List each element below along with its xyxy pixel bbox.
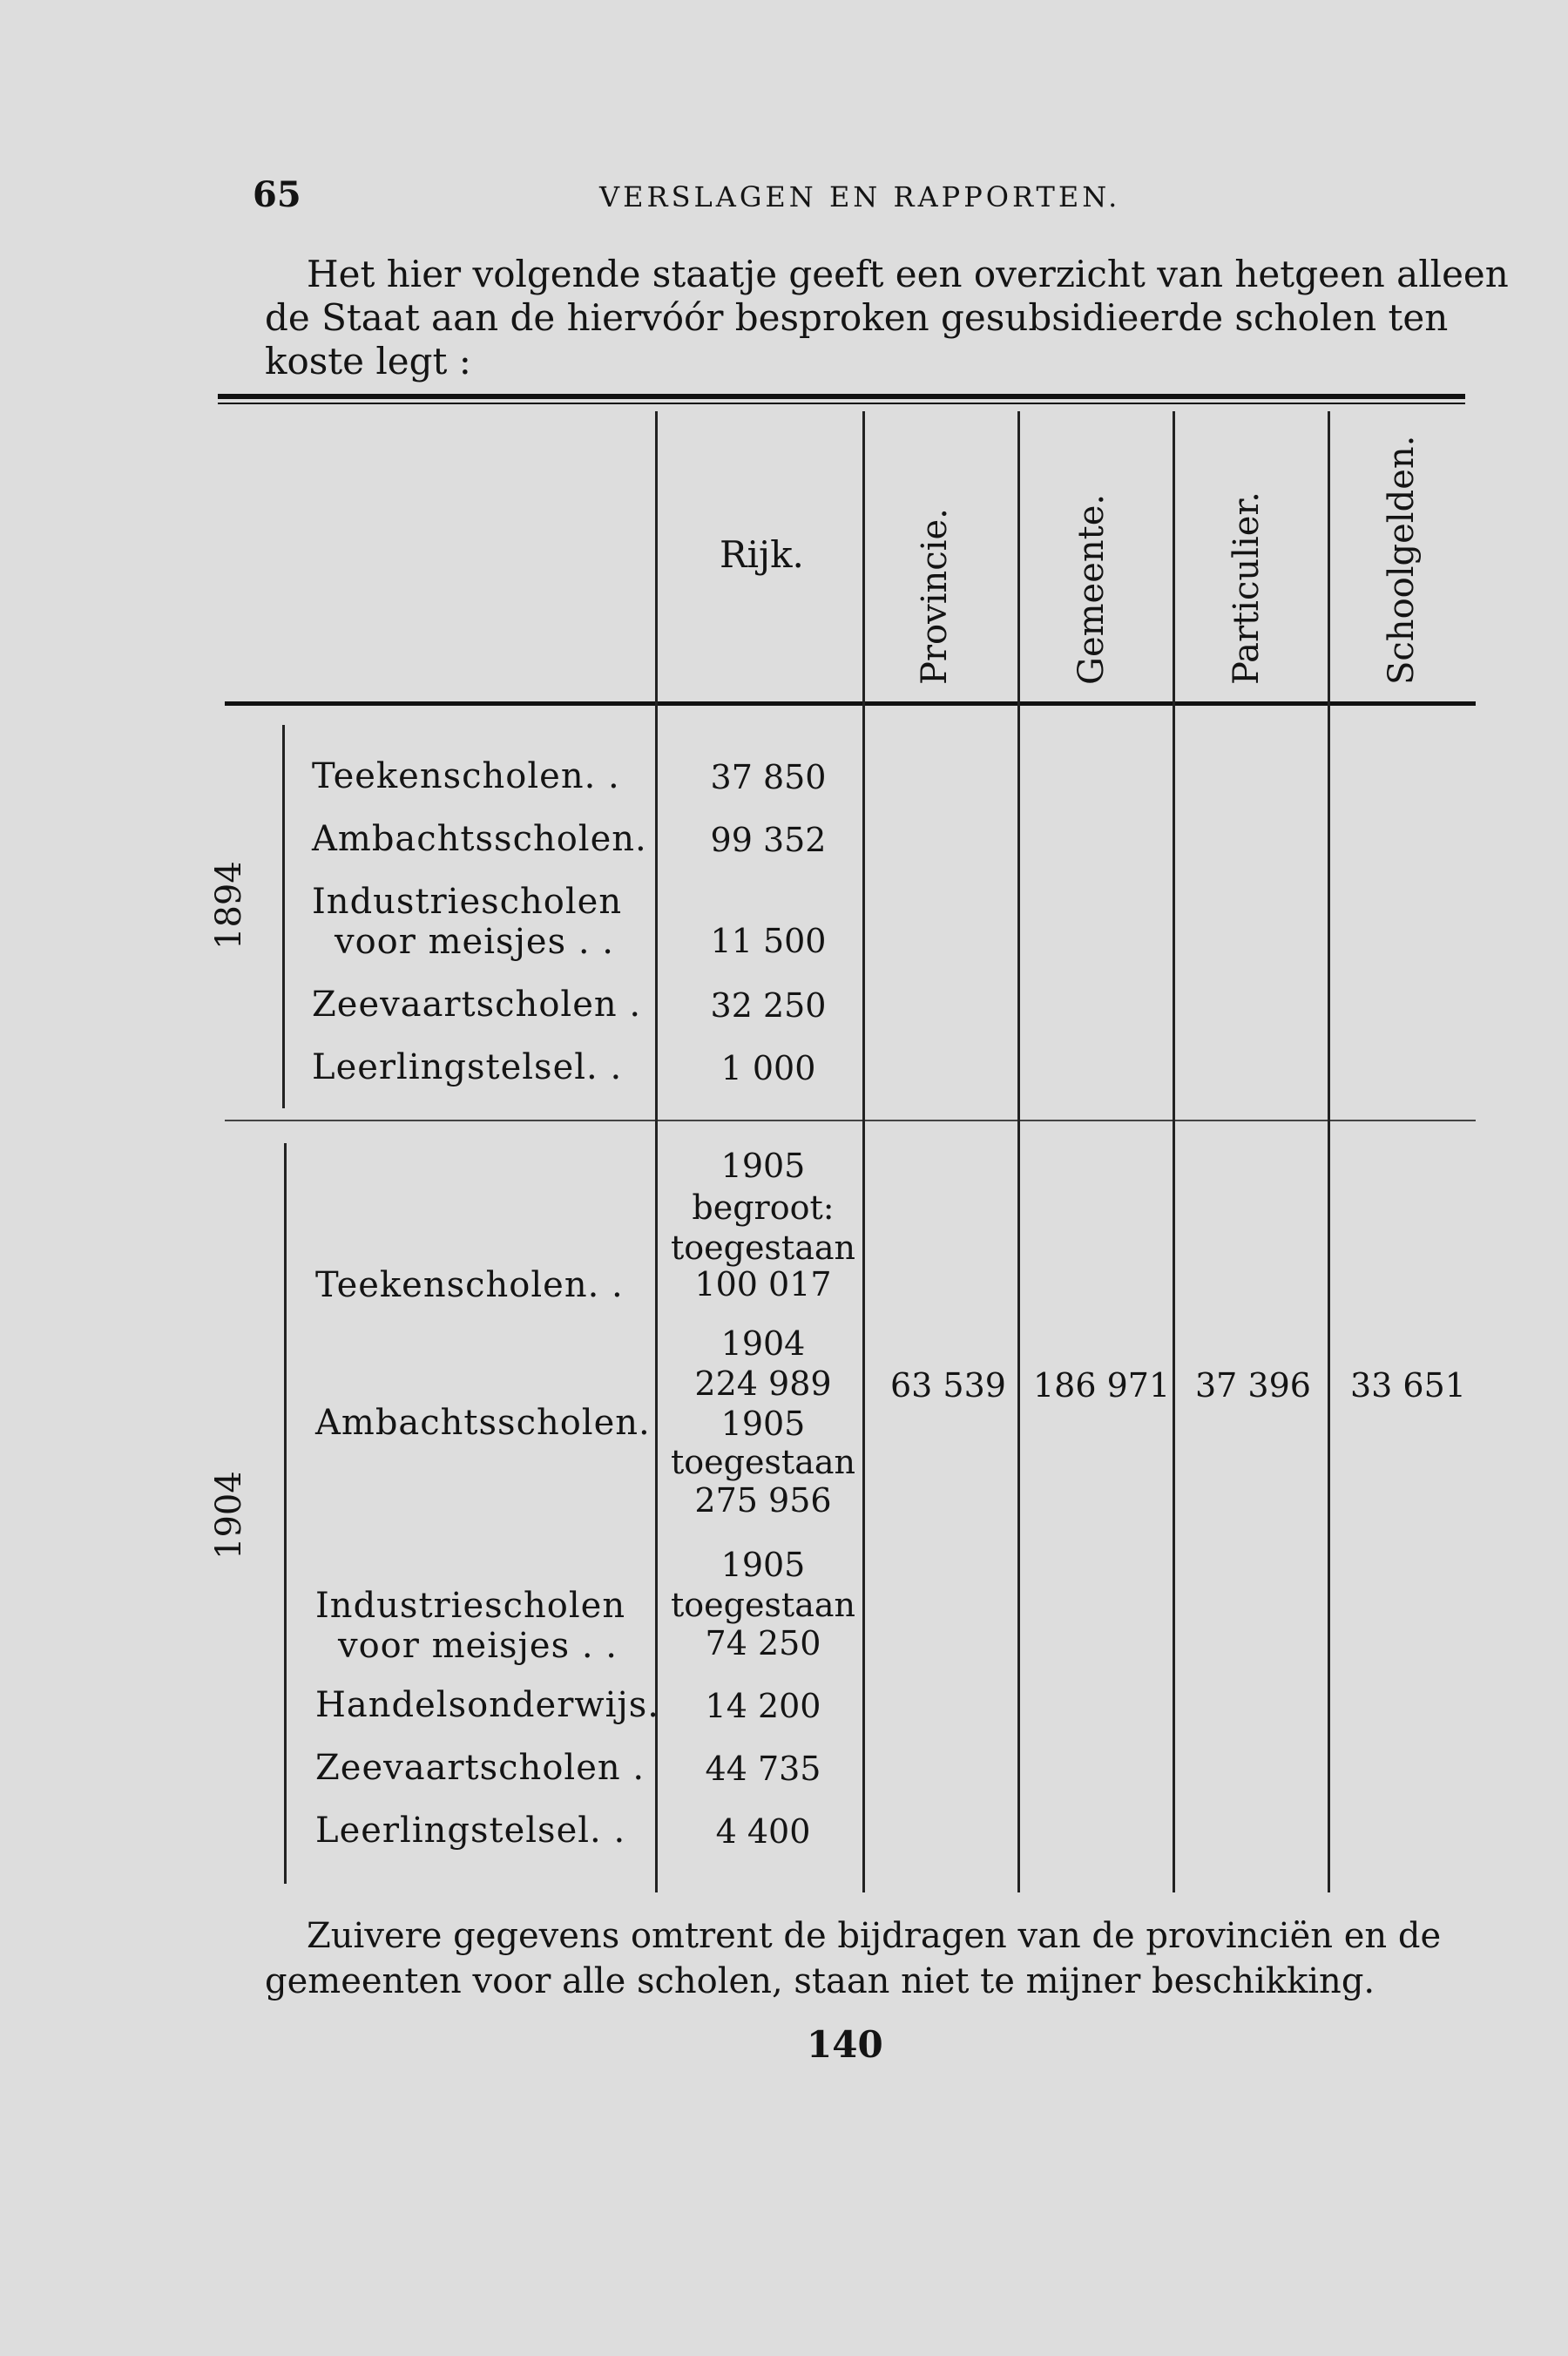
column-header-gemeente: Gemeente. (1071, 493, 1112, 685)
rijk-value: 11 500 (710, 922, 827, 960)
gemeente-total: 186 971 (1033, 1366, 1171, 1405)
row-label: voor meisjes . . (335, 922, 614, 962)
intro-line: koste legt : (265, 340, 471, 383)
column-header-schoolgelden: Schoolgelden. (1382, 435, 1422, 685)
year-label-1904: 1904 (209, 1471, 249, 1560)
rijk-value: 99 352 (710, 821, 827, 859)
year-brace-1894 (282, 725, 285, 1108)
intro-paragraph (265, 253, 1509, 383)
header-bottom-rule (225, 701, 1476, 706)
rijk-value: 1905 (720, 1546, 806, 1584)
running-title: VERSLAGEN EN RAPPORTEN. (599, 180, 1121, 213)
column-header-provincie: Provincie. (915, 508, 955, 685)
page-footer-number: 140 (807, 2023, 883, 2066)
rijk-value: toegestaan (670, 1586, 855, 1624)
column-header-particulier: Particulier. (1227, 491, 1267, 685)
column-header-rijk: Rijk. (720, 533, 804, 576)
year-label-1894: 1894 (209, 861, 249, 950)
table-top-rule-thin (218, 403, 1465, 404)
row-label: Handelsonderwijs. (315, 1685, 660, 1725)
table-top-rule (218, 394, 1465, 399)
row-label: Zeevaartscholen . (312, 985, 642, 1025)
year-brace-1904 (284, 1143, 287, 1884)
rijk-value: 100 017 (694, 1265, 832, 1303)
rijk-value: 1905 (720, 1147, 806, 1185)
row-label: Ambachtsscholen. (312, 819, 647, 859)
row-label: Teekenscholen. . (312, 756, 620, 796)
rijk-value: 14 200 (705, 1687, 821, 1725)
rijk-value: toegestaan (670, 1229, 855, 1267)
row-label: Ambachtsscholen. (315, 1403, 651, 1443)
row-label: Leerlingstelsel. . (312, 1047, 623, 1087)
row-label: voor meisjes . . (338, 1626, 618, 1666)
column-separator (1328, 411, 1330, 1892)
group-divider-rule (225, 1120, 1476, 1121)
rijk-value: begroot: (692, 1188, 835, 1227)
rijk-value: 44 735 (705, 1750, 821, 1788)
intro-line: Het hier volgende staatje geeft een overzicht van hetgeen alleen (307, 253, 1509, 295)
column-separator (655, 411, 658, 1892)
row-label: Leerlingstelsel. . (315, 1811, 626, 1851)
particulier-total: 37 396 (1195, 1366, 1311, 1405)
intro-line: de Staat aan de hiervóór besproken gesubsidieerde scholen ten (265, 296, 1449, 339)
schoolgelden-total: 33 651 (1350, 1366, 1466, 1405)
row-label: Industriescholen (312, 882, 623, 922)
row-label: Zeevaartscholen . (315, 1748, 645, 1788)
row-label: Teekenscholen. . (315, 1265, 624, 1305)
rijk-value: 1905 (720, 1405, 806, 1443)
rijk-value: 37 850 (710, 758, 827, 796)
rijk-value: 224 989 (694, 1364, 832, 1403)
column-separator (1017, 411, 1020, 1892)
provincie-total: 63 539 (890, 1366, 1006, 1405)
footer-paragraph (265, 1913, 1442, 2004)
page-number: 65 (253, 174, 301, 215)
rijk-value: 32 250 (710, 986, 827, 1025)
rijk-value: 1904 (720, 1324, 806, 1363)
rijk-value: 4 400 (715, 1812, 811, 1851)
column-separator (1173, 411, 1175, 1892)
rijk-value: toegestaan (670, 1443, 855, 1481)
rijk-value: 275 956 (694, 1481, 832, 1520)
rijk-value: 1 000 (720, 1049, 816, 1087)
row-label: Industriescholen (315, 1586, 626, 1626)
footer-line: Zuivere gegevens omtrent de bijdragen van de provinciën en de (307, 1916, 1442, 1956)
rijk-value: 74 250 (705, 1624, 821, 1662)
footer-line: gemeenten voor alle scholen, staan niet te mijner beschikking. (265, 1961, 1375, 2001)
